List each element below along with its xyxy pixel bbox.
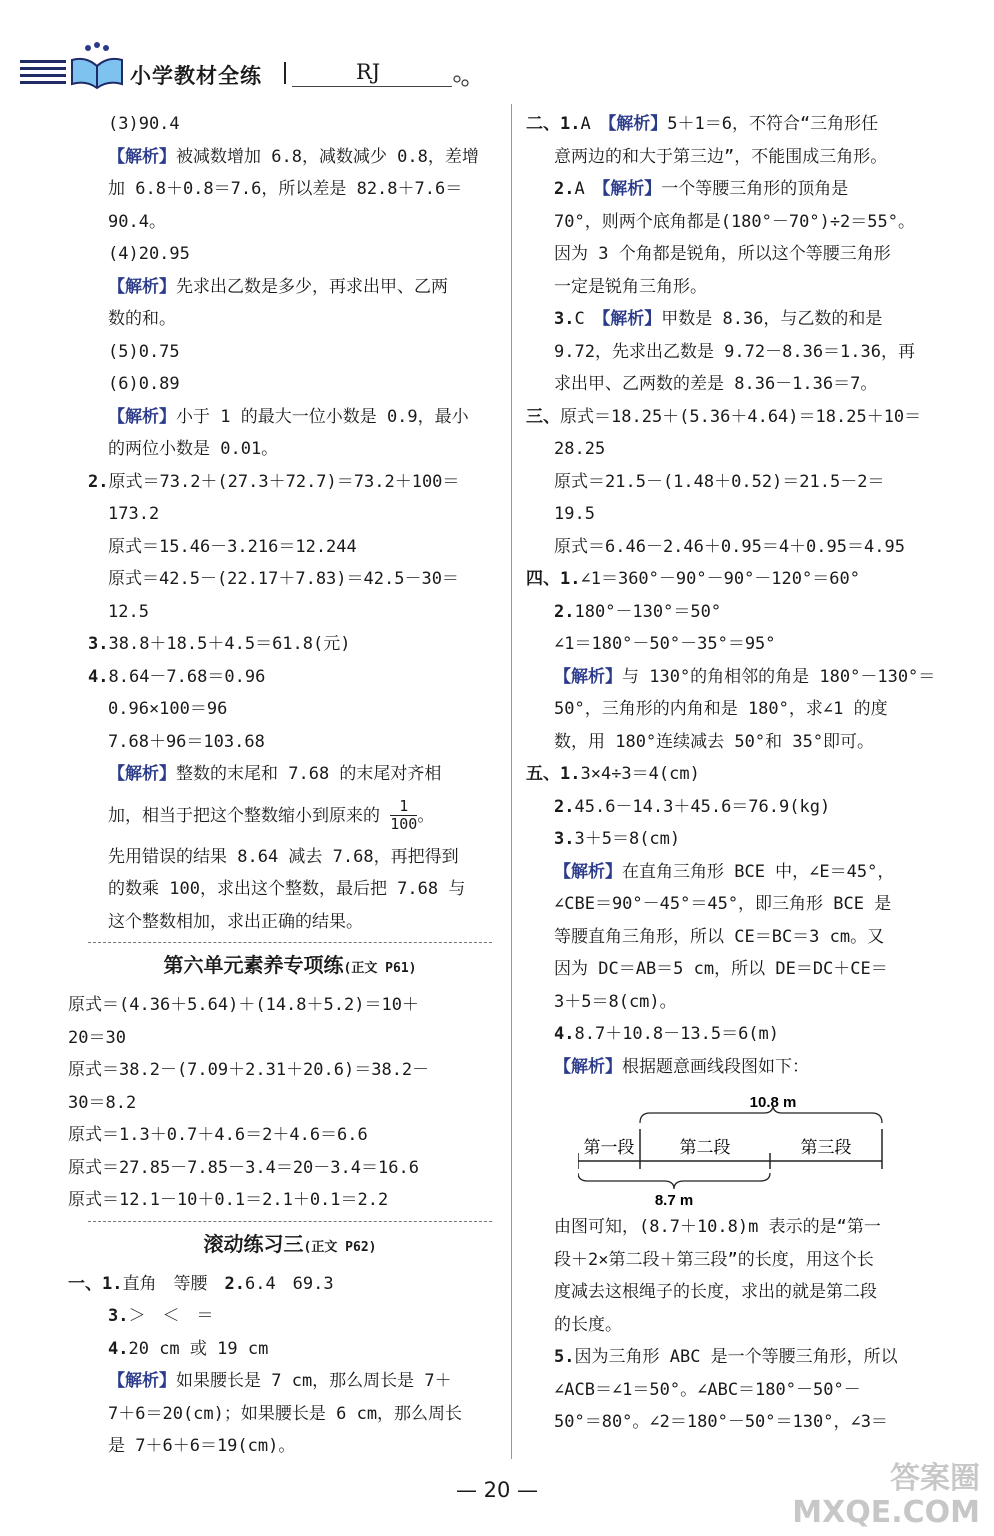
answer-line: 原式＝(4.36＋5.64)＋(14.8＋5.2)＝10＋: [68, 995, 419, 1015]
top-brace-label: 10.8 m: [749, 1094, 797, 1111]
answer-line: 2.原式＝73.2＋(27.3＋72.7)＝73.2＋100＝: [88, 471, 460, 492]
answer-line: 4.20 cm 或 19 cm: [108, 1338, 269, 1359]
answer-line: 原式＝21.5－(1.48＋0.52)＝21.5－2＝: [554, 471, 885, 492]
analysis-tag: 【解析】: [554, 1056, 622, 1077]
header-rule: [292, 86, 452, 87]
answer-line: 原式＝42.5－(22.17＋7.83)＝42.5－30＝: [108, 569, 459, 589]
column-divider: [511, 104, 512, 1459]
answer-line: 【解析】在直角三角形 BCE 中，∠E＝45°，: [554, 861, 895, 882]
answer-line: 9.72，先求出乙数是 9.72－8.36＝1.36，再: [554, 341, 915, 362]
answer-line: 加，相当于把这个整数缩小到原来的 $\frac{1}{100}$ 。: [108, 797, 435, 833]
analysis-tag: 【解析】: [601, 179, 662, 199]
answer-line: 2.A 【解析】一个等腰三角形的顶角是: [554, 179, 849, 199]
answer-line: (6)0.89: [108, 374, 180, 394]
analysis-tag: 【解析】: [108, 276, 176, 297]
analysis-tag: 【解析】: [554, 666, 622, 687]
answer-line: 是 7＋6＋6＝19(cm)。: [108, 1436, 296, 1456]
answer-line: 【解析】如果腰长是 7 cm，那么周长是 7＋: [108, 1371, 452, 1391]
header-title: 小学教材全练: [130, 64, 262, 88]
page-header: [0, 0, 994, 110]
answer-line: 7＋6＝20(cm)；如果腰长是 6 cm，那么周长: [108, 1403, 463, 1424]
answer-line: 四、1.∠1＝360°－90°－90°－120°＝60°: [526, 569, 860, 589]
answer-line: 一定是锐角三角形。: [554, 276, 707, 297]
answer-line: 12.5: [108, 601, 149, 622]
segment-label: 第二段: [679, 1138, 731, 1158]
answer-line: 【解析】先求出乙数是多少，再求出甲、乙两: [108, 276, 448, 297]
answer-line: 三、原式＝18.25＋(5.36＋4.64)＝18.25＋10＝: [526, 406, 922, 427]
section-heading-rolling-3: 滚动练习三(正文 P62): [88, 1221, 492, 1264]
section-heading-unit6: 第六单元素养专项练(正文 P61): [88, 942, 492, 985]
answer-line: 原式＝27.85－7.85－3.4＝20－3.4＝16.6: [68, 1157, 419, 1178]
answer-line: 二、1.A 【解析】5＋1＝6，不符合“三角形任: [526, 114, 879, 134]
answer-line: 2.180°－130°＝50°: [554, 601, 722, 622]
answer-line: 数，用 180°连续减去 50°和 35°即可。: [554, 731, 875, 752]
answer-line: 90.4。: [108, 211, 166, 232]
fraction: $\frac{1}{100}$: [390, 797, 418, 833]
answer-line: 173.2: [108, 504, 160, 524]
answer-line: 【解析】根据题意画线段图如下：: [554, 1056, 809, 1077]
bottom-brace-label: 8.7 m: [654, 1192, 694, 1207]
answer-line: 因为 3 个角都是锐角，所以这个等腰三角形: [554, 244, 891, 264]
right-column: [526, 108, 934, 1439]
answer-line: 【解析】被减数增加 6.8，减数减少 0.8，差增: [108, 146, 479, 167]
header-edition: RJ: [356, 60, 381, 84]
answer-line: 因为 DC＝AB＝5 cm，所以 DE＝DC＋CE＝: [554, 959, 888, 979]
answer-line: 五、1.3×4÷3＝4(cm): [526, 764, 700, 784]
answer-line: 20＝30: [68, 1027, 126, 1048]
answer-line: 的数乘 100，求出这个整数，最后把 7.68 与: [108, 879, 466, 899]
answer-line: 原式＝1.3＋0.7＋4.6＝2＋4.6＝6.6: [68, 1125, 368, 1145]
answer-line: 4.8.7＋10.8－13.5＝6(m): [554, 1024, 780, 1044]
answer-line: 【解析】与 130°的角相邻的角是 180°－130°＝: [554, 666, 936, 687]
answer-line: 加 6.8＋0.8＝7.6，所以差是 82.8＋7.6＝: [108, 179, 463, 199]
answer-line: 70°，则两个底角都是(180°－70°)÷2＝55°。: [554, 211, 915, 232]
answer-line: 50°，三角形的内角和是 180°，求∠1 的度: [554, 699, 888, 719]
segment-label: 第三段: [800, 1138, 852, 1158]
answer-line: 度减去这根绳子的长度，求出的就是第二段: [554, 1282, 877, 1302]
answer-line: 意两边的和大于第三边”，不能围成三角形。: [554, 146, 888, 167]
analysis-tag: 【解析】: [108, 406, 176, 427]
analysis-tag: 【解析】: [554, 861, 622, 882]
answer-line: 3.C 【解析】甲数是 8.36，与乙数的和是: [554, 309, 883, 329]
analysis-tag: 【解析】: [108, 146, 176, 167]
answer-line: ∠1＝180°－50°－35°＝95°: [554, 634, 776, 654]
bottom-brace: [578, 1173, 770, 1189]
segment-label: 第一段: [583, 1138, 635, 1158]
answer-line: ∠CBE＝90°－45°＝45°，即三角形 BCE 是: [554, 894, 892, 914]
answer-line: 由图可知，(8.7＋10.8)m 表示的是“第一: [554, 1217, 881, 1237]
answer-line: 求出甲、乙两数的差是 8.36－1.36＝7。: [554, 374, 878, 394]
answer-line: 7.68＋96＝103.68: [108, 731, 265, 752]
answer-line: (5)0.75: [108, 341, 180, 362]
answer-line: 【解析】整数的末尾和 7.68 的末尾对齐相: [108, 764, 442, 784]
answer-line: 原式＝15.46－3.216＝12.244: [108, 536, 357, 557]
answer-line: 数的和。: [108, 309, 176, 329]
answer-line: 2.45.6－14.3＋45.6＝76.9(kg): [554, 796, 831, 817]
analysis-tag: 【解析】: [607, 114, 668, 134]
answer-line: 一、1.直角 等腰 2.6.4 69.3: [68, 1273, 334, 1294]
answer-line: 0.96×100＝96: [108, 699, 228, 719]
line-segment-diagram: [526, 1089, 934, 1207]
answer-line: 【解析】小于 1 的最大一位小数是 0.9，最小: [108, 406, 469, 427]
page-number: — 20 —: [455, 1478, 539, 1502]
answer-line: 的长度。: [554, 1314, 622, 1335]
answer-line: (3)90.4: [108, 114, 180, 134]
answer-line: 5.因为三角形 ABC 是一个等腰三角形，所以: [554, 1347, 898, 1367]
answer-line: (4)20.95: [108, 244, 190, 264]
answer-line: 原式＝38.2－(7.09＋2.31＋20.6)＝38.2－: [68, 1060, 430, 1080]
answer-line: 这个整数相加，求出正确的结果。: [108, 911, 363, 932]
answer-line: 50°＝80°。∠2＝180°－50°＝130°，∠3＝: [554, 1412, 888, 1432]
header-stripes: [20, 60, 66, 88]
answer-line: 3.3＋5＝8(cm): [554, 829, 681, 849]
answer-line: 原式＝12.1－10＋0.1＝2.1＋0.1＝2.2: [68, 1190, 389, 1210]
answer-line: 先用错误的结果 8.64 减去 7.68，再把得到: [108, 846, 459, 867]
answer-line: 3＋5＝8(cm)。: [554, 991, 677, 1012]
decorative-circles-icon: [452, 74, 476, 90]
answer-line: 19.5: [554, 504, 595, 524]
analysis-tag: 【解析】: [108, 764, 176, 784]
answer-line: 等腰直角三角形，所以 CE＝BC＝3 cm。又: [554, 926, 885, 947]
answer-line: 28.25: [554, 439, 606, 459]
answer-line: 原式＝6.46－2.46＋0.95＝4＋0.95＝4.95: [554, 536, 905, 557]
answer-line: 的两位小数是 0.01。: [108, 439, 279, 459]
left-column: [68, 108, 492, 1463]
analysis-tag: 【解析】: [108, 1371, 176, 1391]
segment-diagram-svg: [578, 1089, 908, 1207]
answer-line: 3.＞ ＜ ＝: [108, 1306, 214, 1326]
analysis-tag: 【解析】: [601, 309, 662, 329]
answer-line: ∠ACB＝∠1＝50°。∠ABC＝180°－50°－: [554, 1379, 861, 1400]
answer-line: 段＋2×第二段＋第三段”的长度，用这个长: [554, 1249, 874, 1270]
answer-line: 3.38.8＋18.5＋4.5＝61.8(元): [88, 634, 351, 654]
answer-line: 30＝8.2: [68, 1092, 137, 1113]
answer-line: 4.8.64－7.68＝0.96: [88, 666, 266, 687]
book-logo-icon: [68, 40, 126, 90]
watermark: 答案圈 MXQE.COM: [792, 1461, 980, 1530]
header-divider: [284, 62, 286, 84]
